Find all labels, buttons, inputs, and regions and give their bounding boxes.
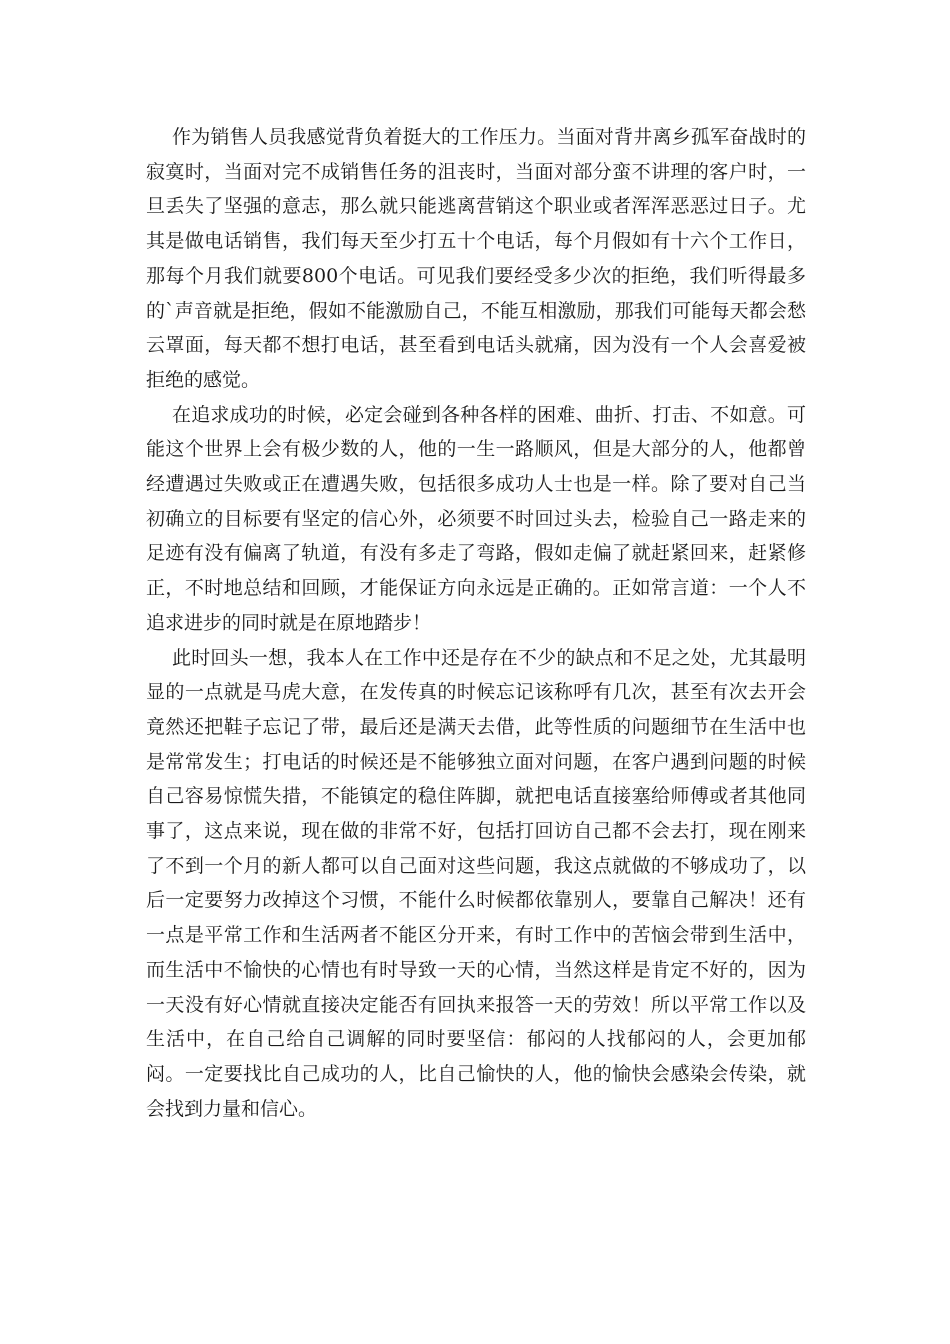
paragraph-3: 此时回头一想，我本人在工作中还是存在不少的缺点和不足之处，尤其最明显的一点就是马虎大意，在发传真的时候忘记该称呼有几次，甚至有次去开会竟然还把鞋子忘记了带，最后还是满天去借，此等性质的问题细节在生活中也是常常发生；打电话的时候还是不能够独立面对问题，在客户遇到问题的时候自己容易惊慌失措，不能镇定的稳住阵脚，就把电话直接塞给师傅或者其他同事了，这点来说，现在做的非常不好，包括打回访自己都不会去打，现在刚来了不到一个月的新人都可以自己面对这些问题，我这点就做的不够成功了，以后一定要努力改掉这个习惯，不能什么时候都依靠别人，要靠自己解决！还有一点是平常工作和生活两者不能区分开来，有时工作中的苦恼会带到生活中，而生活中不愉快的心情也有时导致一天的心情，当然这样是肯定不好的，因为一天没有好心情就直接决定能否有回执来报答一天的劳效！所以平常工作以及生活中，在自己给自己调解的同时要坚信：郁闷的人找郁闷的人，会更加郁闷。一定要找比自己成功的人，比自己愉快的人，他的愉快会感染会传染，就会找到力量和信心。	[146, 646, 806, 1120]
paragraph-2: 在追求成功的时候，必定会碰到各种各样的困难、曲折、打击、不如意。可能这个世界上会有极少数的人，他的一生一路顺风，但是大部分的人，他都曾经遭遇过失败或正在遭遇失败，包括很多成功人士也是一样。除了要对自己当初确立的目标要有坚定的信心外，必须要不时回过头去，检验自己一路走来的足迹有没有偏离了轨道，有没有多走了弯路，假如走偏了就赶紧回来，赶紧修正，不时地总结和回顾，才能保证方向永远是正确的。正如常言道：一个人不追求进步的同时就是在原地踏步！	[146, 403, 806, 634]
document-body	[146, 120, 806, 1126]
paragraph-1: 作为销售人员我感觉背负着挺大的工作压力。当面对背井离乡孤军奋战时的寂寞时，当面对完不成销售任务的沮丧时，当面对部分蛮不讲理的客户时，一旦丢失了坚强的意志，那么就只能逃离营销这个职业或者浑浑恶恶过日子。尤其是做电话销售，我们每天至少打五十个电话，每个月假如有十六个工作日，那每个月我们就要800个电话。可见我们要经受多少次的拒绝，我们听得最多的`声音就是拒绝，假如不能激励自己，不能互相激励，那我们可能每天都会愁云罩面，每天都不想打电话，甚至看到电话头就痛，因为没有一个人会喜爱被拒绝的感觉。	[146, 126, 806, 391]
